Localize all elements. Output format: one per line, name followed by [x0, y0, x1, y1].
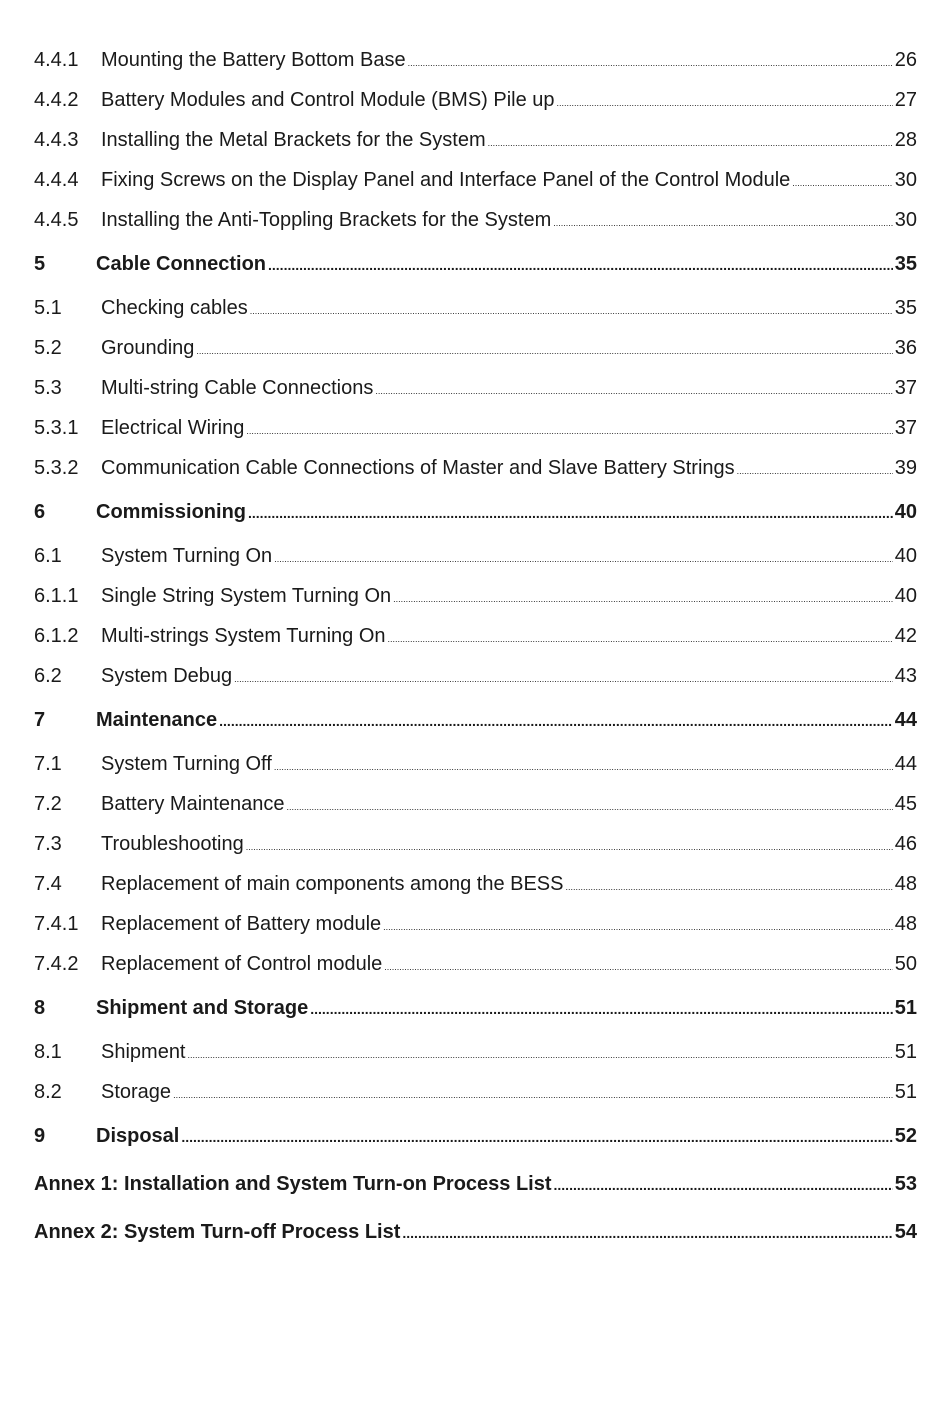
section-title: Single String System Turning On	[101, 585, 392, 607]
toc-entry-5-2[interactable]	[34, 328, 917, 368]
section-number: 6.2	[34, 665, 62, 687]
toc-entry-8-2[interactable]	[34, 1072, 917, 1112]
section-title: Storage	[101, 1081, 172, 1103]
dot-leader	[181, 1113, 892, 1161]
section-number: 6.1.2	[34, 625, 79, 647]
dot-leader	[375, 371, 892, 411]
page-number: 39	[894, 457, 917, 479]
toc-annex-1[interactable]	[34, 1160, 917, 1208]
page-number: 28	[894, 129, 917, 151]
toc-entry-8-1[interactable]	[34, 1032, 917, 1072]
section-title: Replacement of Battery module	[101, 913, 382, 935]
section-number: 4.4.2	[34, 89, 79, 111]
page-number: 30	[894, 209, 917, 231]
section-number: 7.1	[34, 753, 62, 775]
chapter-title: Shipment and Storage	[96, 997, 309, 1019]
section-number: 6.1	[34, 545, 62, 567]
section-number: 7.4	[34, 873, 62, 895]
section-title: Communication Cable Connections of Master and Slave Battery Strings	[101, 457, 735, 479]
toc-entry-4-4-4[interactable]	[34, 160, 917, 200]
page-number: 40	[894, 501, 917, 523]
dot-leader	[268, 241, 893, 289]
page-number: 46	[894, 833, 917, 855]
toc-entry-5-3-2[interactable]	[34, 448, 917, 488]
chapter-number: 8	[34, 997, 46, 1019]
chapter-title: Commissioning	[96, 501, 247, 523]
toc-annex-2[interactable]	[34, 1208, 917, 1256]
dot-leader	[553, 203, 893, 243]
dot-leader	[388, 619, 893, 659]
section-number: 4.4.1	[34, 49, 79, 71]
dot-leader	[737, 451, 893, 491]
dot-leader	[792, 163, 892, 203]
toc-entry-4-4-3[interactable]	[34, 120, 917, 160]
dot-leader	[402, 1209, 892, 1257]
dot-leader	[383, 907, 893, 947]
section-title: Fixing Screws on the Display Panel and Interface Panel of the Control Module	[101, 169, 791, 191]
page-number: 48	[894, 913, 917, 935]
section-title: Installing the Anti-Toppling Brackets for the System	[101, 209, 552, 231]
page-number: 35	[894, 297, 917, 319]
toc-entry-6-1-1[interactable]	[34, 576, 917, 616]
page-number: 42	[894, 625, 917, 647]
section-number: 4.4.3	[34, 129, 79, 151]
annex-title: Annex 2: System Turn-off Process List	[34, 1221, 401, 1243]
section-title: Installing the Metal Brackets for the System	[101, 129, 486, 151]
toc-chapter-5[interactable]	[34, 240, 917, 288]
page-number: 37	[894, 417, 917, 439]
dot-leader	[488, 123, 893, 163]
section-title: Battery Maintenance	[101, 793, 285, 815]
section-title: Electrical Wiring	[101, 417, 245, 439]
page-number: 43	[894, 665, 917, 687]
section-title: Replacement of main components among the BESS	[101, 873, 564, 895]
dot-leader	[219, 697, 893, 745]
section-number: 7.2	[34, 793, 62, 815]
toc-entry-7-2[interactable]	[34, 784, 917, 824]
toc-chapter-7[interactable]	[34, 696, 917, 744]
dot-leader	[196, 331, 892, 371]
toc-entry-7-4[interactable]	[34, 864, 917, 904]
page-number: 27	[894, 89, 917, 111]
page-number: 37	[894, 377, 917, 399]
section-number: 5.3.1	[34, 417, 79, 439]
section-title: Replacement of Control module	[101, 953, 383, 975]
toc-entry-4-4-5[interactable]	[34, 200, 917, 240]
page-number: 52	[894, 1125, 917, 1147]
toc-chapter-8[interactable]	[34, 984, 917, 1032]
section-title: System Turning Off	[101, 753, 272, 775]
toc-chapter-9[interactable]	[34, 1112, 917, 1160]
page-number: 53	[894, 1173, 917, 1195]
section-title: Grounding	[101, 337, 195, 359]
toc-entry-7-4-1[interactable]	[34, 904, 917, 944]
page-number: 48	[894, 873, 917, 895]
dot-leader	[250, 291, 893, 331]
page-number: 30	[894, 169, 917, 191]
page-number: 50	[894, 953, 917, 975]
chapter-title: Cable Connection	[96, 253, 267, 275]
dot-leader	[408, 43, 893, 83]
chapter-title: Disposal	[96, 1125, 180, 1147]
dot-leader	[286, 787, 892, 827]
section-number: 5.1	[34, 297, 62, 319]
page-number: 51	[894, 1041, 917, 1063]
page-number: 40	[894, 585, 917, 607]
toc-entry-6-1[interactable]	[34, 536, 917, 576]
section-title: System Debug	[101, 665, 233, 687]
page-number: 51	[894, 1081, 917, 1103]
section-number: 6.1.1	[34, 585, 79, 607]
page-number: 44	[894, 753, 917, 775]
dot-leader	[310, 985, 893, 1033]
section-number: 8.2	[34, 1081, 62, 1103]
section-number: 7.4.1	[34, 913, 79, 935]
chapter-number: 7	[34, 709, 46, 731]
dot-leader	[557, 83, 893, 123]
dot-leader	[173, 1075, 893, 1115]
dot-leader	[384, 947, 892, 987]
section-title: Troubleshooting	[101, 833, 244, 855]
section-number: 4.4.5	[34, 209, 79, 231]
chapter-number: 5	[34, 253, 46, 275]
dot-leader	[565, 867, 892, 907]
dot-leader	[274, 539, 893, 579]
table-of-contents	[34, 40, 917, 1256]
toc-entry-7-4-2[interactable]	[34, 944, 917, 984]
toc-entry-7-1[interactable]	[34, 744, 917, 784]
dot-leader	[246, 827, 893, 867]
section-number: 5.3.2	[34, 457, 79, 479]
toc-entry-4-4-1[interactable]	[34, 40, 917, 80]
chapter-title: Maintenance	[96, 709, 218, 731]
toc-entry-5-3[interactable]	[34, 368, 917, 408]
dot-leader	[554, 1161, 893, 1209]
page-number: 26	[894, 49, 917, 71]
section-title: Checking cables	[101, 297, 248, 319]
section-title: System Turning On	[101, 545, 273, 567]
section-title: Battery Modules and Control Module (BMS) Pile up	[101, 89, 555, 111]
section-number: 7.3	[34, 833, 62, 855]
dot-leader	[274, 747, 893, 787]
toc-entry-4-4-2[interactable]	[34, 80, 917, 120]
section-title: Shipment	[101, 1041, 186, 1063]
section-number: 4.4.4	[34, 169, 79, 191]
section-title: Mounting the Battery Bottom Base	[101, 49, 406, 71]
dot-leader	[248, 489, 893, 537]
page-number: 51	[894, 997, 917, 1019]
section-title: Multi-string Cable Connections	[101, 377, 374, 399]
page-number: 45	[894, 793, 917, 815]
toc-entry-7-3[interactable]	[34, 824, 917, 864]
chapter-number: 9	[34, 1125, 46, 1147]
toc-entry-5-1[interactable]	[34, 288, 917, 328]
page-number: 35	[894, 253, 917, 275]
section-number: 5.3	[34, 377, 62, 399]
page-number: 44	[894, 709, 917, 731]
page-number: 54	[894, 1221, 917, 1243]
section-number: 7.4.2	[34, 953, 79, 975]
toc-entry-6-1-2[interactable]	[34, 616, 917, 656]
chapter-number: 6	[34, 501, 46, 523]
dot-leader	[234, 659, 893, 699]
dot-leader	[393, 579, 893, 619]
toc-entry-5-3-1[interactable]	[34, 408, 917, 448]
annex-title: Annex 1: Installation and System Turn-on Process List	[34, 1173, 552, 1195]
section-title: Multi-strings System Turning On	[101, 625, 386, 647]
toc-chapter-6[interactable]	[34, 488, 917, 536]
toc-entry-6-2[interactable]	[34, 656, 917, 696]
section-number: 8.1	[34, 1041, 62, 1063]
dot-leader	[188, 1035, 893, 1075]
dot-leader	[246, 411, 892, 451]
page-number: 40	[894, 545, 917, 567]
page-number: 36	[894, 337, 917, 359]
section-number: 5.2	[34, 337, 62, 359]
